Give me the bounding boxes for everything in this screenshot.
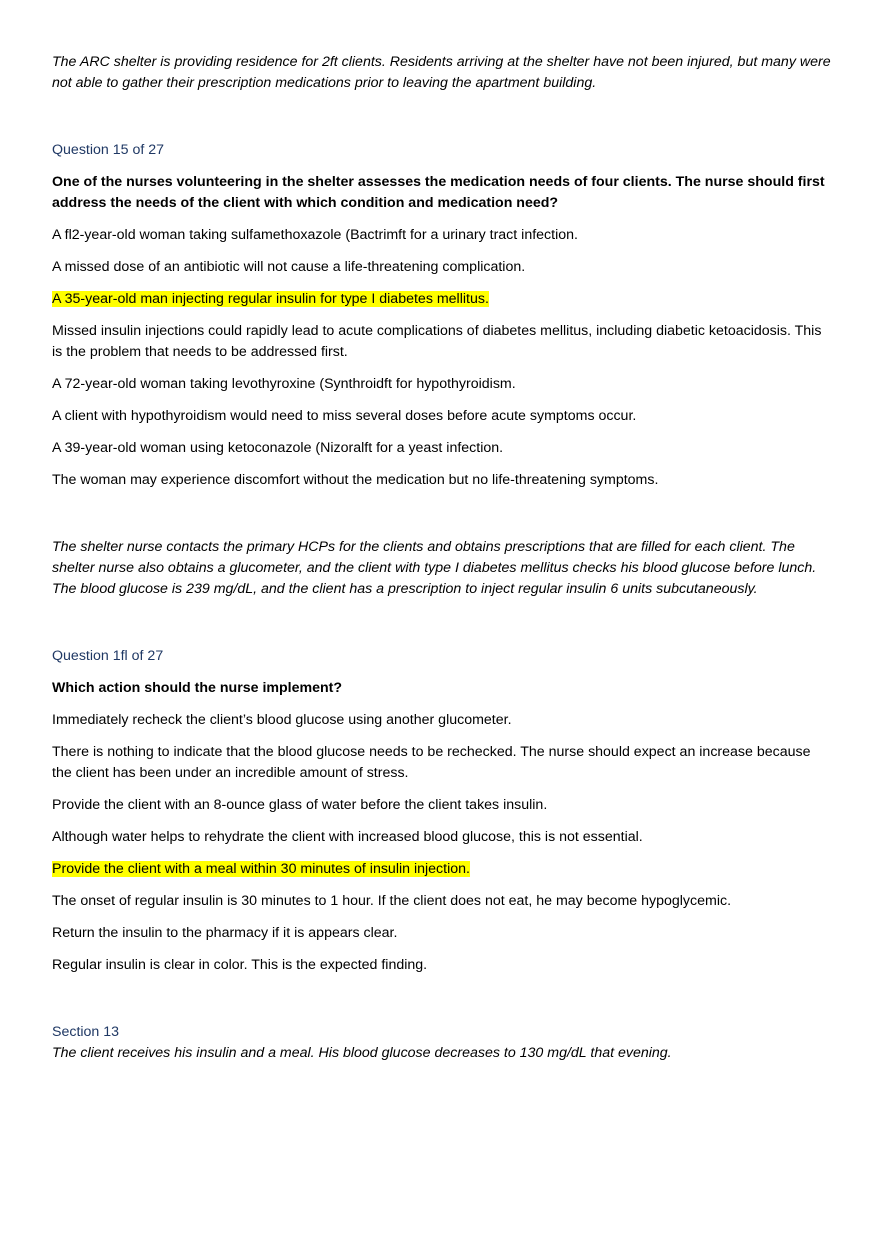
q16-rationale-3: The onset of regular insulin is 30 minutes to 1 hour. If the client does not eat, he may become hypoglycemic.: [52, 893, 732, 909]
q16-rationale-2: Although water helps to rehydrate the client with increased blood glucose, this is not essential.: [52, 829, 643, 845]
q15-option-3: A 72-year-old woman taking levothyroxine (Synthroidft for hypothyroidism.: [52, 376, 516, 392]
intro-paragraph: The ARC shelter is providing residence for 2ft clients. Residents arriving at the shelter have not been injured, but many were not able to gather their prescription medications prior to leaving the apartment building.: [52, 54, 831, 91]
q16-option-4: Return the insulin to the pharmacy if it is appears clear.: [52, 925, 398, 941]
scenario-paragraph: The shelter nurse contacts the primary HCPs for the clients and obtains prescriptions that are filled for each client. The shelter nurse also obtains a glucometer, and the client with type I diabetes mellitus checks his blood glucose before lunch. The blood glucose is 239 mg/dL, and the client has a prescription to inject regular insulin 6 units subcutaneously.: [52, 539, 817, 597]
q15-rationale-1: A missed dose of an antibiotic will not cause a life-threatening complication.: [52, 259, 526, 275]
section-13-text: The client receives his insulin and a meal. His blood glucose decreases to 130 mg/dL that evening.: [52, 1045, 672, 1061]
question-16-stem: Which action should the nurse implement?: [52, 680, 343, 696]
q15-option-4: A 39-year-old woman using ketoconazole (Nizoralft for a yeast infection.: [52, 440, 504, 456]
q16-rationale-4: Regular insulin is clear in color. This is the expected finding.: [52, 957, 428, 973]
q15-option-1: A fl2-year-old woman taking sulfamethoxazole (Bactrimft for a urinary tract infection.: [52, 227, 578, 243]
section-13-heading: Section 13: [52, 1024, 120, 1040]
question-16-heading: Question 1fl of 27: [52, 648, 164, 664]
q16-option-2: Provide the client with an 8-ounce glass of water before the client takes insulin.: [52, 797, 548, 813]
q15-rationale-2: Missed insulin injections could rapidly lead to acute complications of diabetes mellitus, including diabetic ketoacidosis. This is the problem that needs to be addressed first.: [52, 323, 822, 360]
q16-rationale-1: There is nothing to indicate that the blood glucose needs to be rechecked. The nurse should expect an increase because the client has been under an incredible amount of stress.: [52, 744, 811, 781]
question-15-heading: Question 15 of 27: [52, 142, 165, 158]
q16-option-3-correct: Provide the client with a meal within 30 minutes of insulin injection.: [52, 861, 470, 877]
question-15-stem: One of the nurses volunteering in the shelter assesses the medication needs of four clients. The nurse should first address the needs of the client with which condition and medication need?: [52, 174, 825, 211]
document-page: [52, 52, 832, 1064]
q15-rationale-4: The woman may experience discomfort without the medication but no life-threatening symptoms.: [52, 472, 659, 488]
q15-rationale-3: A client with hypothyroidism would need to miss several doses before acute symptoms occur.: [52, 408, 637, 424]
q15-option-2-correct: A 35-year-old man injecting regular insulin for type I diabetes mellitus.: [52, 291, 489, 307]
q16-option-1: Immediately recheck the client’s blood glucose using another glucometer.: [52, 712, 512, 728]
